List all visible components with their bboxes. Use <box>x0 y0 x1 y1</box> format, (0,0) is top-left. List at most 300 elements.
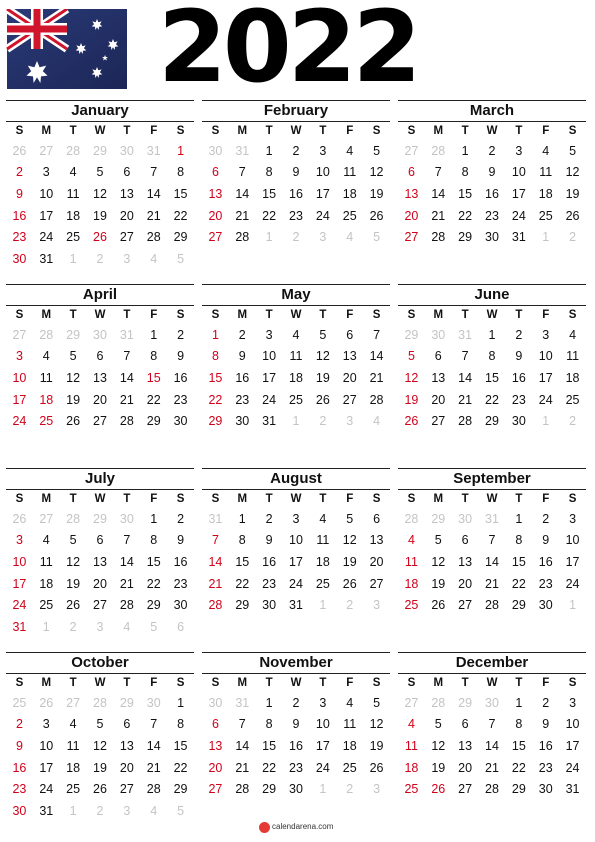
day-cell: 29 <box>485 414 499 429</box>
day-cell: 29 <box>146 598 161 613</box>
day-cell: 15 <box>511 554 526 569</box>
day-cell: 30 <box>173 598 188 613</box>
adjacent-month-day: 4 <box>150 251 158 266</box>
adjacent-month-day: 29 <box>93 511 107 526</box>
weekday-label: M <box>237 309 248 321</box>
day-cell: 27 <box>431 414 446 429</box>
adjacent-month-day: 30 <box>146 695 161 710</box>
day-cell: 28 <box>146 782 161 797</box>
weekday-label: S <box>372 677 381 689</box>
adjacent-month-day: 26 <box>12 143 27 158</box>
day-cell: 25 <box>342 208 357 223</box>
day-cell: 16 <box>538 738 553 753</box>
day-cell: 24 <box>315 760 330 775</box>
day-cell: 8 <box>265 717 273 732</box>
month-june <box>398 284 586 432</box>
day-cell: 17 <box>262 370 277 385</box>
day-cell: 11 <box>39 554 53 569</box>
day-cell: 20 <box>369 554 384 569</box>
weekday-label: W <box>94 493 106 505</box>
day-cell: 9 <box>15 738 23 753</box>
day-cell: 13 <box>119 186 134 201</box>
day-cell: 9 <box>542 533 550 548</box>
day-cell: 4 <box>292 327 300 342</box>
day-cell: 6 <box>96 349 104 364</box>
day-cell: 14 <box>119 554 134 569</box>
adjacent-month-day: 4 <box>373 414 381 429</box>
day-cell: 5 <box>69 533 77 548</box>
adjacent-month-day: 29 <box>404 327 419 342</box>
day-cell: 8 <box>488 349 496 364</box>
day-cell: 21 <box>431 208 446 223</box>
day-cell: 15 <box>458 186 473 201</box>
day-cell: 21 <box>208 576 223 591</box>
day-cell: 13 <box>208 186 223 201</box>
adjacent-month-day: 30 <box>485 695 499 710</box>
adjacent-month-day: 1 <box>42 619 50 634</box>
day-cell: 7 <box>488 717 496 732</box>
day-cell: 1 <box>488 327 496 342</box>
day-cell: 27 <box>208 230 223 245</box>
day-cell: 28 <box>119 414 134 429</box>
day-cell: 25 <box>66 230 81 245</box>
adjacent-month-day: 29 <box>458 695 473 710</box>
day-cell: 26 <box>369 208 384 223</box>
brand-footer <box>259 820 333 834</box>
day-cell: 13 <box>431 370 446 385</box>
day-cell: 27 <box>208 782 223 797</box>
adjacent-month-day: 31 <box>235 695 250 710</box>
weekday-header <box>6 674 194 692</box>
day-cell: 14 <box>235 186 250 201</box>
day-cell: 23 <box>485 208 499 223</box>
day-cell: 9 <box>292 717 300 732</box>
weekday-label: M <box>41 493 52 505</box>
day-cell: 12 <box>315 349 330 364</box>
day-cell: 26 <box>404 414 419 429</box>
day-cell: 13 <box>93 370 107 385</box>
day-cell: 30 <box>173 414 188 429</box>
adjacent-month-day: 3 <box>123 803 131 818</box>
weekday-label: S <box>372 309 381 321</box>
day-cell: 5 <box>96 165 104 180</box>
day-cell: 1 <box>150 327 158 342</box>
day-cell: 8 <box>461 165 469 180</box>
weekday-label: S <box>568 493 577 505</box>
day-cell: 28 <box>431 230 446 245</box>
day-cell: 27 <box>458 782 473 797</box>
weekday-label: W <box>290 493 302 505</box>
adjacent-month-day: 27 <box>39 143 54 158</box>
day-cell: 12 <box>431 554 446 569</box>
day-cell: 14 <box>485 554 499 569</box>
day-cell: 24 <box>565 760 580 775</box>
day-cell: 8 <box>238 533 246 548</box>
adjacent-month-day: 28 <box>66 143 81 158</box>
day-cell: 28 <box>485 598 499 613</box>
day-cell: 25 <box>66 782 81 797</box>
weekday-label: F <box>542 125 550 137</box>
day-cell: 19 <box>431 760 446 775</box>
day-cell: 30 <box>262 598 277 613</box>
day-cell: 14 <box>369 349 384 364</box>
day-grid <box>6 140 194 270</box>
day-cell: 16 <box>538 554 553 569</box>
weekday-label: T <box>319 677 327 689</box>
day-cell: 28 <box>458 414 473 429</box>
day-cell: 20 <box>342 370 357 385</box>
day-cell: 8 <box>211 349 219 364</box>
day-cell: 15 <box>511 738 526 753</box>
day-cell: 10 <box>12 370 27 385</box>
day-cell: 29 <box>208 414 223 429</box>
adjacent-month-day: 2 <box>292 230 300 245</box>
day-cell: 24 <box>12 414 27 429</box>
day-cell: 3 <box>569 695 577 710</box>
weekday-label: F <box>150 309 158 321</box>
day-cell: 8 <box>150 349 158 364</box>
day-cell: 13 <box>119 738 134 753</box>
adjacent-month-day: 28 <box>404 511 419 526</box>
weekday-label: S <box>211 309 220 321</box>
weekday-label: M <box>433 493 444 505</box>
weekday-label: T <box>123 125 131 137</box>
adjacent-month-day: 2 <box>569 414 577 429</box>
day-cell: 4 <box>407 717 415 732</box>
day-cell: 18 <box>342 738 357 753</box>
day-cell: 1 <box>211 327 219 342</box>
day-cell: 13 <box>369 533 384 548</box>
day-cell: 18 <box>538 186 553 201</box>
day-cell: 16 <box>262 554 277 569</box>
day-cell: 3 <box>15 349 23 364</box>
day-cell: 19 <box>315 370 330 385</box>
adjacent-month-day: 27 <box>39 511 54 526</box>
day-cell: 1 <box>177 695 185 710</box>
day-cell: 25 <box>39 598 54 613</box>
day-cell: 27 <box>342 392 357 407</box>
day-cell: 10 <box>315 165 330 180</box>
day-cell: 14 <box>235 738 250 753</box>
day-grid <box>202 508 390 616</box>
day-cell: 20 <box>458 760 473 775</box>
day-cell: 7 <box>123 349 131 364</box>
holiday-day: 25 <box>404 782 419 797</box>
day-cell: 2 <box>238 327 246 342</box>
weekday-header <box>6 122 194 140</box>
weekday-label: W <box>94 125 106 137</box>
day-cell: 7 <box>150 717 158 732</box>
day-grid <box>398 508 586 616</box>
day-cell: 28 <box>146 230 161 245</box>
adjacent-month-day: 31 <box>485 511 499 526</box>
day-cell: 7 <box>238 717 246 732</box>
day-cell: 19 <box>93 760 107 775</box>
day-cell: 6 <box>123 165 131 180</box>
day-cell: 16 <box>289 186 303 201</box>
day-cell: 1 <box>515 511 523 526</box>
day-cell: 3 <box>42 165 50 180</box>
day-cell: 5 <box>407 349 415 364</box>
adjacent-month-day: 27 <box>12 327 27 342</box>
day-cell: 9 <box>265 533 273 548</box>
day-cell: 15 <box>485 370 499 385</box>
day-cell: 22 <box>235 576 250 591</box>
adjacent-month-day: 3 <box>319 230 327 245</box>
adjacent-month-day: 4 <box>346 230 354 245</box>
day-cell: 5 <box>373 695 381 710</box>
adjacent-month-day: 3 <box>96 619 104 634</box>
day-cell: 12 <box>369 717 384 732</box>
adjacent-month-day: 6 <box>177 619 185 634</box>
adjacent-month-day: 5 <box>150 619 158 634</box>
day-cell: 7 <box>238 165 246 180</box>
month-name: January <box>6 100 194 122</box>
day-cell: 22 <box>458 208 473 223</box>
day-grid <box>6 508 194 638</box>
adjacent-month-day: 31 <box>235 143 250 158</box>
weekday-label: T <box>515 125 523 137</box>
weekday-label: S <box>176 309 185 321</box>
day-cell: 1 <box>265 143 273 158</box>
day-cell: 11 <box>404 554 418 569</box>
day-cell: 31 <box>12 619 27 634</box>
day-cell: 18 <box>404 760 419 775</box>
weekday-label: M <box>433 309 444 321</box>
day-cell: 9 <box>488 165 496 180</box>
day-cell: 1 <box>238 511 246 526</box>
day-cell: 15 <box>208 370 223 385</box>
day-cell: 2 <box>177 511 185 526</box>
day-cell: 24 <box>12 598 27 613</box>
adjacent-month-day: 1 <box>69 251 77 266</box>
day-cell: 20 <box>208 760 223 775</box>
day-cell: 11 <box>404 738 418 753</box>
month-february <box>202 100 390 248</box>
day-cell: 21 <box>119 576 134 591</box>
weekday-label: S <box>407 309 416 321</box>
weekday-header <box>6 306 194 324</box>
day-cell: 31 <box>511 230 526 245</box>
weekday-label: F <box>346 309 354 321</box>
weekday-label: M <box>433 125 444 137</box>
adjacent-month-day: 2 <box>346 598 354 613</box>
day-cell: 12 <box>342 533 357 548</box>
day-cell: 10 <box>12 554 27 569</box>
day-cell: 12 <box>93 738 107 753</box>
day-cell: 22 <box>173 760 188 775</box>
day-cell: 3 <box>515 143 523 158</box>
day-cell: 9 <box>515 349 523 364</box>
day-cell: 4 <box>569 327 577 342</box>
day-cell: 22 <box>485 392 499 407</box>
weekday-label: T <box>461 677 469 689</box>
day-cell: 18 <box>66 760 81 775</box>
day-cell: 21 <box>485 576 499 591</box>
day-cell: 2 <box>265 511 273 526</box>
day-grid <box>6 692 194 822</box>
day-cell: 8 <box>515 717 523 732</box>
adjacent-month-day: 3 <box>123 251 131 266</box>
day-cell: 4 <box>407 533 415 548</box>
weekday-header <box>202 490 390 508</box>
holiday-day: 26 <box>431 782 446 797</box>
adjacent-month-day: 30 <box>119 143 134 158</box>
day-cell: 26 <box>66 598 81 613</box>
day-cell: 5 <box>319 327 327 342</box>
day-cell: 20 <box>404 208 419 223</box>
weekday-label: F <box>346 125 354 137</box>
day-cell: 16 <box>289 738 303 753</box>
day-cell: 21 <box>458 392 473 407</box>
weekday-label: W <box>486 125 498 137</box>
day-cell: 10 <box>315 717 330 732</box>
adjacent-month-day: 4 <box>123 619 131 634</box>
weekday-label: M <box>237 493 248 505</box>
day-cell: 21 <box>369 370 384 385</box>
day-cell: 6 <box>407 165 415 180</box>
day-cell: 21 <box>119 392 134 407</box>
brand-logo-icon <box>259 822 270 833</box>
weekday-label: W <box>486 677 498 689</box>
weekday-label: S <box>15 493 24 505</box>
adjacent-month-day: 5 <box>177 803 185 818</box>
day-cell: 2 <box>542 511 550 526</box>
day-cell: 31 <box>39 251 54 266</box>
weekday-label: W <box>486 493 498 505</box>
day-cell: 5 <box>434 533 442 548</box>
adjacent-month-day: 1 <box>69 803 77 818</box>
weekday-label: W <box>290 125 302 137</box>
adjacent-month-day: 1 <box>569 598 577 613</box>
day-cell: 4 <box>42 533 50 548</box>
weekday-label: S <box>176 677 185 689</box>
day-cell: 26 <box>431 598 446 613</box>
holiday-day: 18 <box>39 392 54 407</box>
day-cell: 11 <box>39 370 53 385</box>
adjacent-month-day: 25 <box>12 695 27 710</box>
day-cell: 1 <box>515 695 523 710</box>
day-cell: 2 <box>292 143 300 158</box>
day-cell: 19 <box>565 186 580 201</box>
day-cell: 14 <box>458 370 473 385</box>
day-cell: 15 <box>173 186 188 201</box>
weekday-header <box>202 306 390 324</box>
weekday-label: T <box>515 309 523 321</box>
day-cell: 29 <box>173 782 188 797</box>
day-cell: 18 <box>66 208 81 223</box>
month-august <box>202 468 390 616</box>
day-cell: 4 <box>69 165 77 180</box>
day-grid <box>398 140 586 248</box>
day-cell: 13 <box>93 554 107 569</box>
day-cell: 4 <box>346 143 354 158</box>
day-cell: 24 <box>511 208 526 223</box>
day-cell: 5 <box>373 143 381 158</box>
weekday-label: M <box>41 677 52 689</box>
day-cell: 30 <box>12 803 27 818</box>
day-cell: 10 <box>565 533 580 548</box>
day-cell: 11 <box>343 165 357 180</box>
day-cell: 7 <box>150 165 158 180</box>
day-cell: 22 <box>208 392 223 407</box>
adjacent-month-day: 27 <box>404 695 419 710</box>
weekday-header <box>398 490 586 508</box>
adjacent-month-day: 5 <box>177 251 185 266</box>
day-cell: 16 <box>173 554 188 569</box>
adjacent-month-day: 28 <box>39 327 54 342</box>
month-september <box>398 468 586 616</box>
day-cell: 20 <box>119 208 134 223</box>
day-grid <box>202 140 390 248</box>
day-cell: 7 <box>434 165 442 180</box>
weekday-label: S <box>568 309 577 321</box>
month-march <box>398 100 586 248</box>
day-cell: 5 <box>346 511 354 526</box>
adjacent-month-day: 28 <box>431 143 446 158</box>
day-cell: 14 <box>146 186 161 201</box>
day-cell: 10 <box>511 165 526 180</box>
weekday-label: S <box>176 493 185 505</box>
day-cell: 8 <box>177 717 185 732</box>
day-cell: 17 <box>315 738 330 753</box>
day-cell: 27 <box>119 782 134 797</box>
day-cell: 12 <box>565 165 580 180</box>
day-cell: 30 <box>538 782 553 797</box>
month-name: February <box>202 100 390 122</box>
day-cell: 29 <box>511 782 526 797</box>
weekday-label: F <box>346 677 354 689</box>
day-cell: 4 <box>542 143 550 158</box>
australian-flag-icon <box>6 9 128 89</box>
day-cell: 27 <box>93 414 107 429</box>
day-cell: 29 <box>511 598 526 613</box>
day-grid <box>202 692 390 800</box>
day-cell: 6 <box>346 327 354 342</box>
day-cell: 18 <box>342 186 357 201</box>
day-cell: 17 <box>538 370 553 385</box>
weekday-label: S <box>372 493 381 505</box>
day-cell: 7 <box>373 327 381 342</box>
day-cell: 26 <box>342 576 357 591</box>
day-cell: 18 <box>289 370 303 385</box>
day-cell: 24 <box>39 230 54 245</box>
month-november <box>202 652 390 800</box>
day-cell: 11 <box>66 186 80 201</box>
adjacent-month-day: 2 <box>69 619 77 634</box>
weekday-label: S <box>568 125 577 137</box>
weekday-label: S <box>568 677 577 689</box>
day-cell: 7 <box>488 533 496 548</box>
day-cell: 28 <box>208 598 223 613</box>
weekday-label: S <box>15 677 24 689</box>
day-cell: 6 <box>461 717 469 732</box>
day-cell: 7 <box>461 349 469 364</box>
day-cell: 17 <box>12 392 27 407</box>
day-cell: 3 <box>542 327 550 342</box>
weekday-label: T <box>319 309 327 321</box>
weekday-label: T <box>319 125 327 137</box>
day-grid <box>398 324 586 432</box>
day-cell: 17 <box>12 576 27 591</box>
adjacent-month-day: 28 <box>93 695 107 710</box>
day-cell: 5 <box>69 349 77 364</box>
day-cell: 1 <box>265 695 273 710</box>
adjacent-month-day: 2 <box>569 230 577 245</box>
month-name: November <box>202 652 390 674</box>
adjacent-month-day: 1 <box>542 414 550 429</box>
day-cell: 15 <box>146 554 161 569</box>
